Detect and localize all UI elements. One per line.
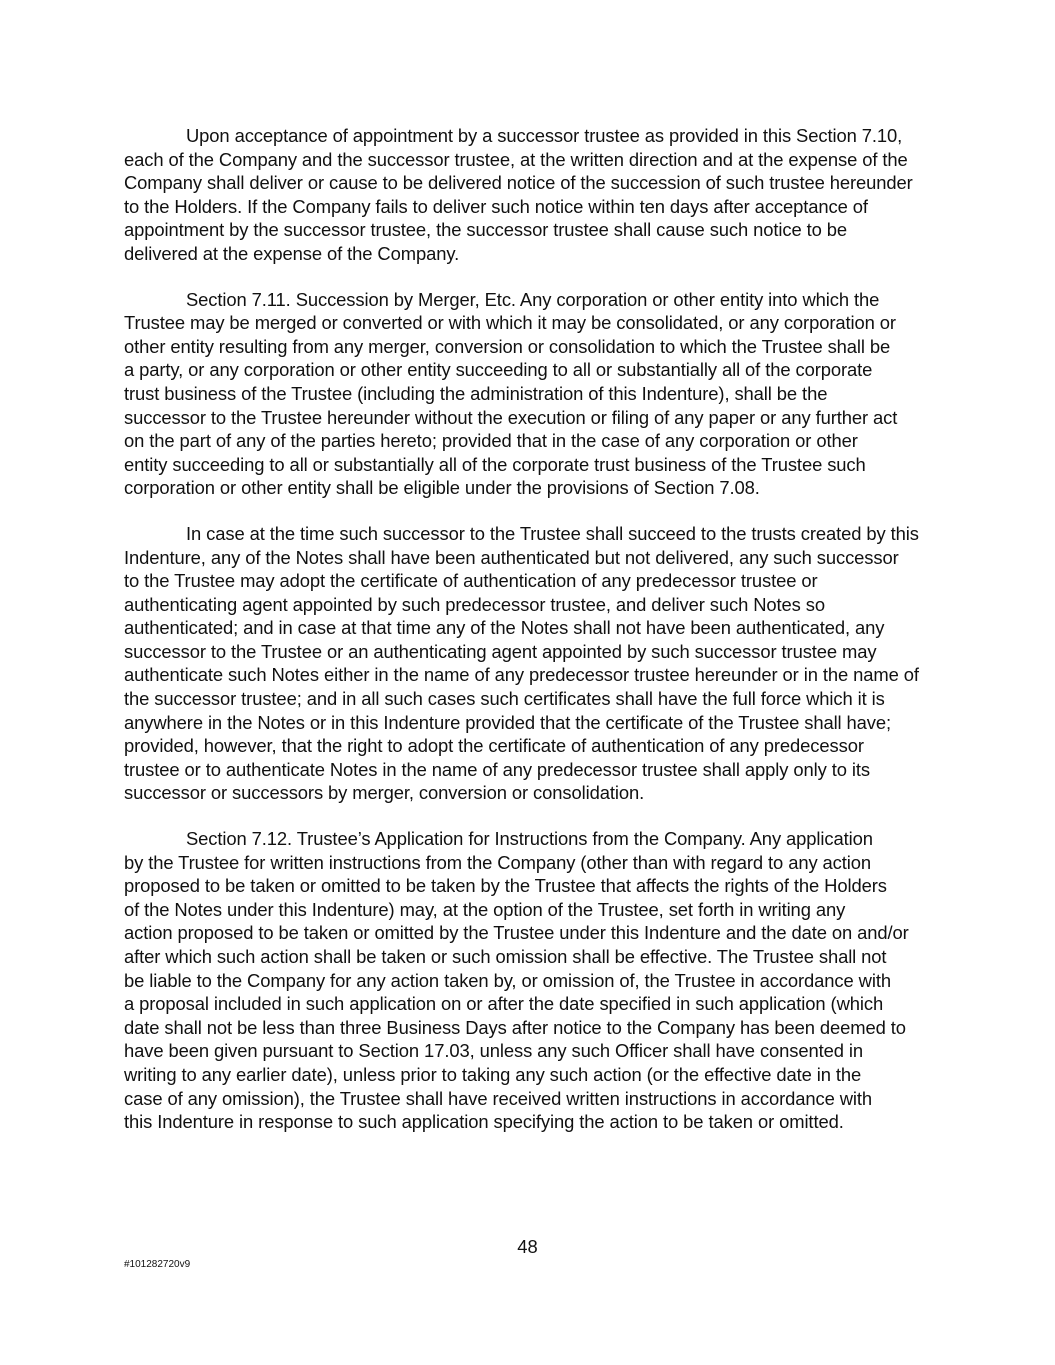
text-line: provided, however, that the right to adopt the certificate of authentication of any predecessor [124,735,864,757]
text-line: action proposed to be taken or omitted by the Trustee under this Indenture and the date on and/or [124,922,909,944]
page-number: 48 [517,1236,538,1257]
text-line: on the part of any of the parties hereto; provided that in the case of any corporation or other [124,430,858,452]
paragraph-successor-authentication [124,522,934,805]
text-line: by the Trustee for written instructions from the Company (other than with regard to any action [124,851,872,873]
text-line: delivered at the expense of the Company. [124,242,460,264]
paragraph-section-7-11 [124,288,934,500]
text-line: Trustee may be merged or converted or with which it may be consolidated, or any corporation or [124,312,896,334]
text-line: authenticate such Notes either in the name of any predecessor trustee hereunder or in the name of [124,664,919,686]
text-line: case of any omission), the Trustee shall have received written instructions in accordance with [124,1087,873,1109]
text-line: a proposal included in such application on or after the date specified in such application (which [124,993,884,1015]
text-line: a party, or any corporation or other entity succeeding to all or substantially all of the corporate [124,359,873,381]
text-line: authenticated; and in case at that time any of the Notes shall not have been authenticated, any [124,617,885,639]
text-line: corporation or other entity shall be eligible under the provisions of Section 7.08. [124,477,760,499]
text-line: successor to the Trustee or an authenticating agent appointed by such successor trustee may [124,640,877,662]
paragraph-section-7-12 [124,827,934,1134]
text-line: Upon acceptance of appointment by a successor trustee as provided in this Section 7.10, [186,125,903,146]
text-line: In case at the time such successor to the Trustee shall succeed to the trusts created by this [186,522,919,544]
text-line: other entity resulting from any merger, conversion or consolidation to which the Trustee shall be [124,335,891,357]
text-line: to the Holders. If the Company fails to deliver such notice within ten days after acceptance of [124,195,868,217]
text-line: entity succeeding to all or substantially all of the corporate trust business of the Trustee such [124,453,866,475]
text-line: each of the Company and the successor trustee, at the written direction and at the expense of the [124,148,908,170]
paragraph-notice-of-succession [124,124,934,266]
text-line: successor to the Trustee hereunder without the execution or filing of any paper or any further act [124,406,898,428]
text-line: anywhere in the Notes or in this Indenture provided that the certificate of the Trustee shall have; [124,711,892,733]
text-line: of the Notes under this Indenture) may, at the option of the Trustee, set forth in writing any [124,898,846,920]
text-line: authenticating agent appointed by such predecessor trustee, and deliver such Notes so [124,593,826,615]
text-line: the successor trustee; and in all such cases such certificates shall have the full force which it is [124,688,885,710]
document-id: #101282720v9 [124,1259,191,1270]
text-line: Section 7.12. Trustee’s Application for Instructions from the Company. Any application [186,828,873,850]
text-line: Section 7.11. Succession by Merger, Etc. Any corporation or other entity into which the [186,288,880,310]
text-line: trust business of the Trustee (including the administration of this Indenture), shall be the [124,382,828,404]
text-line: writing to any earlier date), unless prior to taking any such action (or the effective date in the [124,1063,862,1085]
text-line: Indenture, any of the Notes shall have been authenticated but not delivered, any such successor [124,546,899,568]
text-line: to the Trustee may adopt the certificate of authentication of any predecessor trustee or [124,570,818,592]
text-line: proposed to be taken or omitted to be taken by the Trustee that affects the rights of the Holders [124,875,887,897]
text-line: Company shall deliver or cause to be delivered notice of the succession of such trustee hereunder [124,172,913,194]
text-line: after which such action shall be taken or such omission shall be effective. The Trustee shall not [124,946,887,967]
text-line: trustee or to authenticate Notes in the name of any predecessor trustee shall apply only to its [124,758,870,780]
text-line: appointment by the successor trustee, the successor trustee shall cause such notice to be [124,219,848,241]
document-body [124,124,934,1156]
text-line: have been given pursuant to Section 17.03, unless any such Officer shall have consented in [124,1040,864,1062]
text-line: this Indenture in response to such application specifying the action to be taken or omitted. [124,1111,844,1133]
text-line: successor or successors by merger, conversion or consolidation. [124,782,645,804]
text-line: date shall not be less than three Business Days after notice to the Company has been deemed to [124,1016,906,1038]
text-line: be liable to the Company for any action taken by, or omission of, the Trustee in accordance with [124,969,891,991]
